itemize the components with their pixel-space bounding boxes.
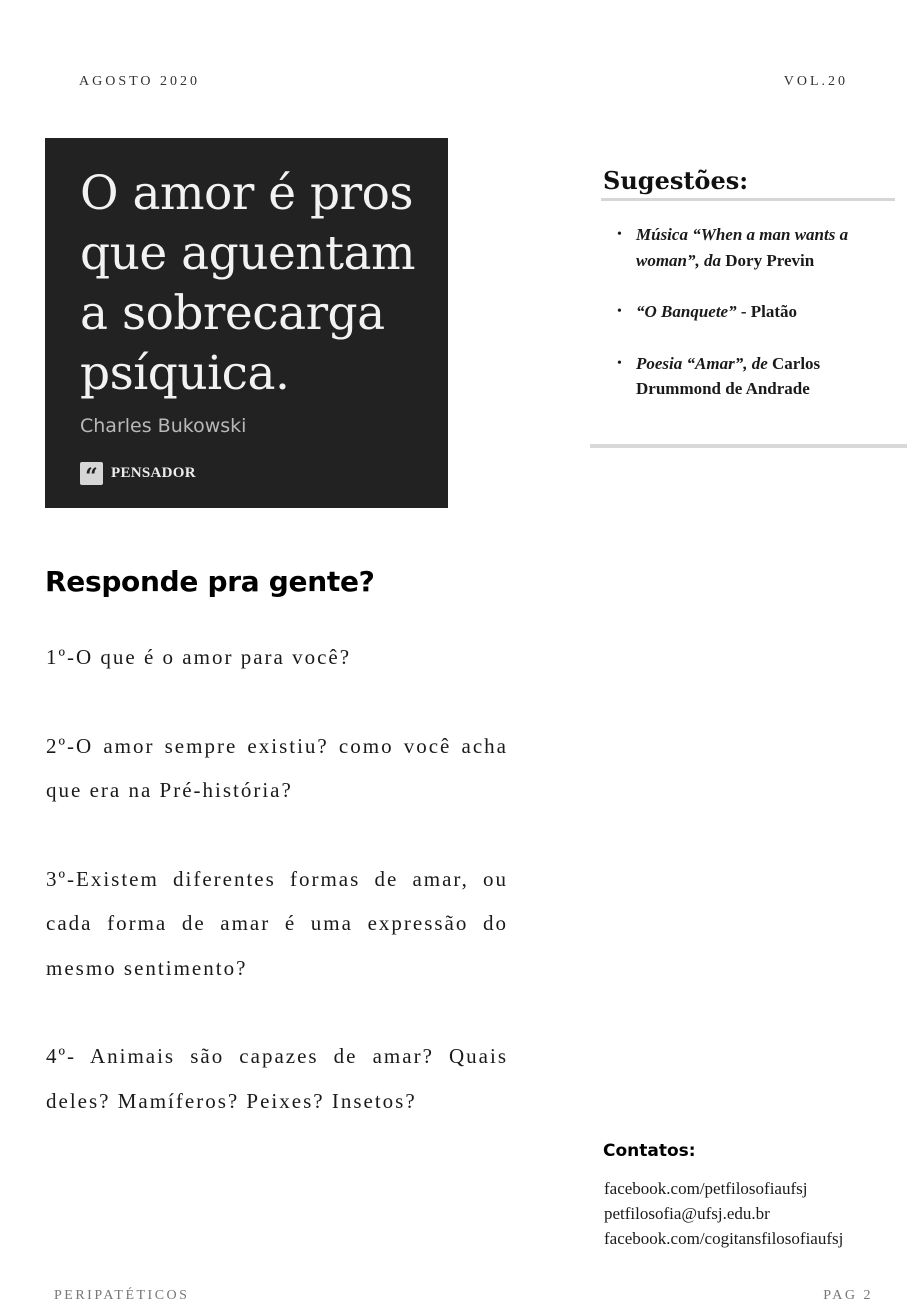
question-4: 4º- Animais são capazes de amar? Quais deles? Mamíferos? Peixes? Insetos? bbox=[46, 1044, 508, 1113]
suggestions-list bbox=[617, 222, 887, 428]
suggestion-3-italic: Poesia “Amar”, de bbox=[636, 353, 768, 373]
question-1: 1º-O que é o amor para você? bbox=[46, 645, 352, 669]
pensador-logo-text: PENSADOR bbox=[111, 465, 196, 481]
header-date: AGOSTO 2020 bbox=[79, 74, 201, 89]
question-3: 3º-Existem diferentes formas de amar, ou cada forma de amar é uma expressão do mesmo sentimento? bbox=[46, 866, 508, 980]
questions-title: Responde pra gente? bbox=[45, 565, 375, 598]
suggestion-2-normal: - Platão bbox=[736, 302, 798, 321]
suggestions-divider-bottom bbox=[590, 444, 907, 448]
footer-publication: PERIPATÉTICOS bbox=[54, 1288, 190, 1303]
pensador-logo bbox=[80, 462, 196, 485]
suggestion-item-1 bbox=[617, 222, 887, 273]
contact-facebook-pet[interactable]: facebook.com/petfilosofiaufsj bbox=[604, 1179, 808, 1198]
suggestion-item-2 bbox=[617, 299, 887, 325]
contacts-title: Contatos: bbox=[603, 1141, 696, 1161]
suggestion-1-italic: Música “When a man wants a woman”, da bbox=[636, 225, 849, 270]
contact-facebook-cogitans[interactable]: facebook.com/cogitansfilosofiaufsj bbox=[604, 1229, 844, 1248]
suggestion-3-normal: Carlos Drummond de Andrade bbox=[636, 353, 821, 398]
suggestions-divider-top bbox=[601, 198, 895, 201]
suggestion-1-normal: Dory Previn bbox=[721, 250, 815, 270]
quote-mark-icon: “ bbox=[80, 462, 103, 485]
footer-page-number: PAG 2 bbox=[823, 1288, 873, 1303]
suggestions-title: Sugestões: bbox=[603, 166, 749, 195]
questions-list bbox=[46, 635, 508, 1167]
suggestion-2-italic: “O Banquete” bbox=[636, 302, 737, 321]
header-volume: VOL.20 bbox=[783, 74, 848, 89]
suggestion-item-3 bbox=[617, 351, 887, 402]
quote-text: O amor é pros que aguentam a sobrecarga psíquica. bbox=[80, 166, 416, 401]
quote-image bbox=[45, 138, 448, 508]
contacts-list bbox=[604, 1176, 843, 1251]
question-2: 2º-O amor sempre existiu? como você acha que era na Pré-história? bbox=[46, 733, 508, 802]
contact-email[interactable]: petfilosofia@ufsj.edu.br bbox=[604, 1204, 770, 1223]
quote-author: Charles Bukowski bbox=[80, 415, 247, 437]
